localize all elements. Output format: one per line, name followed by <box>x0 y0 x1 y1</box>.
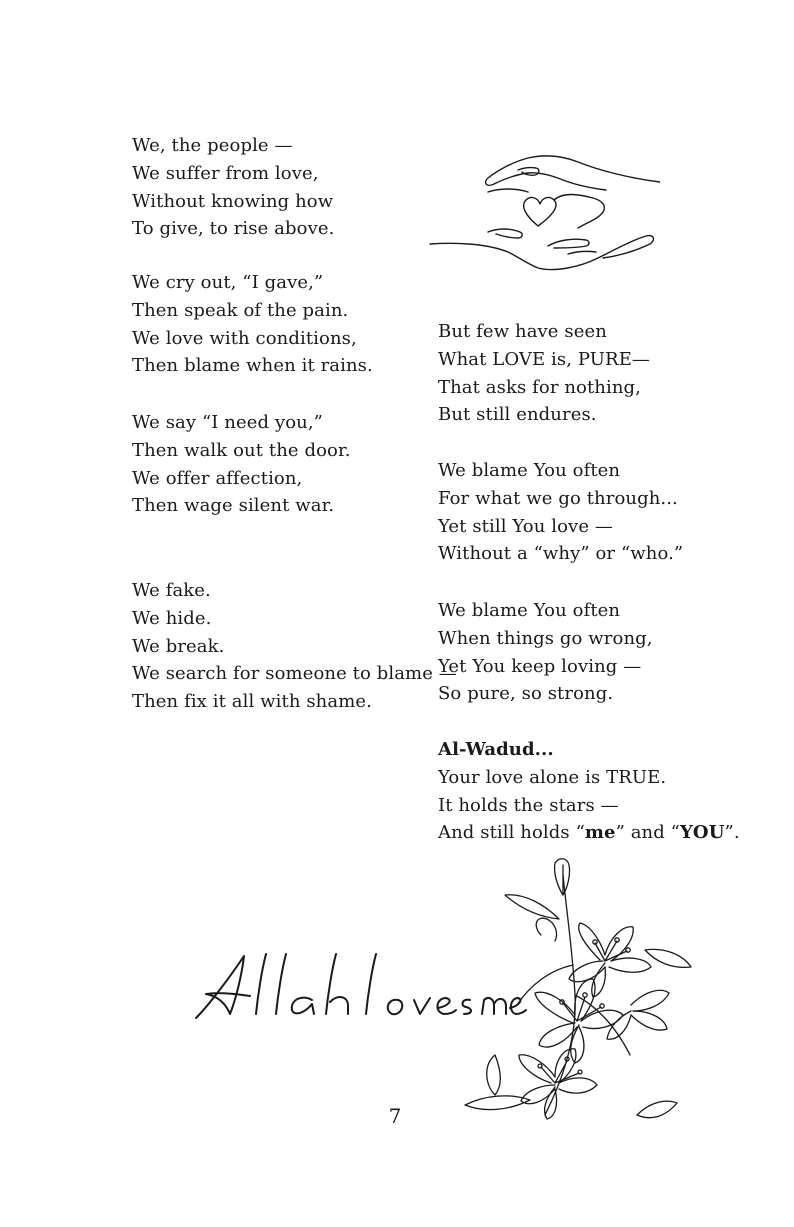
poem-line: Then wage silent war. <box>132 495 335 517</box>
poem-line: That asks for nothing, <box>438 376 641 398</box>
stanza <box>438 457 683 568</box>
poem-line: We hide. <box>132 607 212 629</box>
poem-line: Then walk out the door. <box>132 439 351 461</box>
poem-line: We, the people — <box>132 135 293 156</box>
poem-line: Then fix it all with shame. <box>132 691 372 713</box>
poem-line: It holds the stars — <box>438 794 619 816</box>
stanza-heading: Al-Wadud... <box>438 739 554 760</box>
poem-line: For what we go through... <box>438 487 678 509</box>
poem-line: Your love alone is TRUE. <box>438 766 667 788</box>
poem-line: We blame You often <box>438 460 621 481</box>
hands-heart-icon <box>428 148 660 278</box>
page-number: 7 <box>388 1104 402 1128</box>
poem-line: We say “I need you,” <box>132 412 323 433</box>
poem-line: But still endures. <box>438 404 597 426</box>
stanza <box>132 577 457 716</box>
emphasis-me: me <box>584 822 616 844</box>
poem-line: We cry out, “I gave,” <box>132 272 324 293</box>
text-segment: ”. <box>724 822 740 844</box>
final-stanza <box>438 736 740 847</box>
stanza <box>132 132 334 243</box>
poem-line: We search for someone to blame — <box>132 663 457 685</box>
text-segment: ” and “ <box>615 822 680 844</box>
emphasis-you: YOU <box>679 822 725 844</box>
stanza <box>438 597 653 708</box>
poem-line: Then speak of the pain. <box>132 299 349 321</box>
poem-line: When things go wrong, <box>438 627 653 649</box>
stanza <box>438 318 650 429</box>
poem-line: Without a “why” or “who.” <box>438 543 684 565</box>
allah-loves-me-signature <box>192 944 527 1034</box>
poem-line: Yet still You love — <box>438 515 613 537</box>
poem-line: But few have seen <box>438 321 607 342</box>
stanza <box>132 409 351 520</box>
poem-line: To give, to rise above. <box>132 218 335 240</box>
poem-line: We offer affection, <box>132 467 303 489</box>
poem-line: We blame You often <box>438 600 621 621</box>
poem-line: We fake. <box>132 580 211 601</box>
poem-line: We love with conditions, <box>132 327 357 349</box>
poem-line: We suffer from love, <box>132 162 319 184</box>
poem-line: Without knowing how <box>132 190 334 212</box>
poem-line: Then blame when it rains. <box>132 355 373 377</box>
poem-line: Yet You keep loving — <box>438 655 642 677</box>
poem-line: We break. <box>132 635 225 657</box>
poem-line: What LOVE is, PURE— <box>438 348 651 370</box>
stanza <box>132 269 373 380</box>
poem-line-final <box>438 819 740 847</box>
poem-line: So pure, so strong. <box>438 683 614 705</box>
text-segment: And still holds “ <box>438 822 585 844</box>
